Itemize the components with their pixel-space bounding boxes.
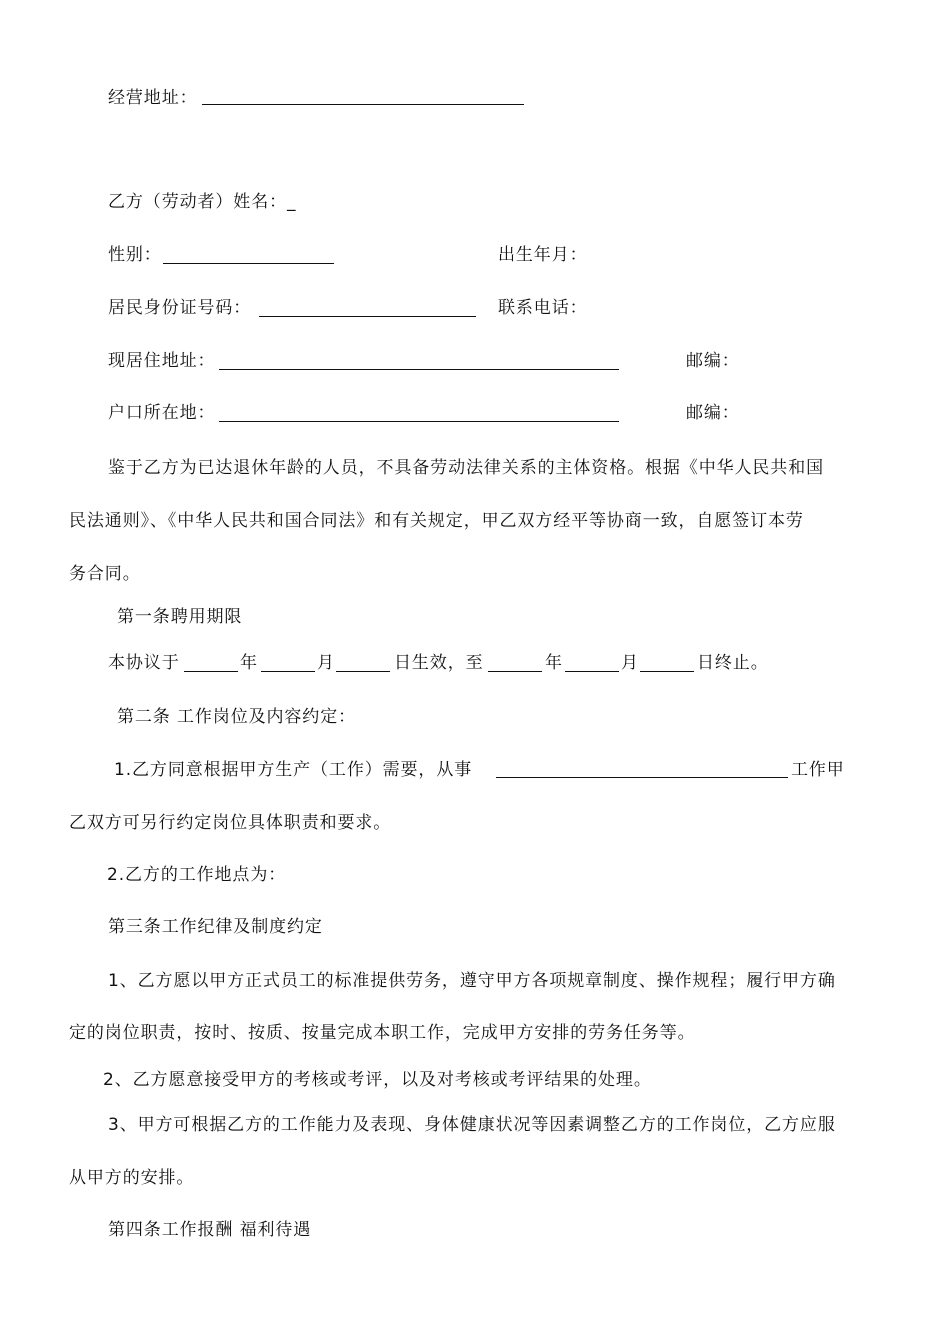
postcode-label-1: 邮编：	[686, 351, 740, 371]
article-3-item-1-a: 1、乙方愿以甲方正式员工的标准提供劳务，遵守甲方各项规章制度、操作规程；履行甲方确	[108, 971, 836, 991]
id-number-field[interactable]	[259, 316, 476, 317]
start-day-field[interactable]	[336, 671, 390, 672]
preamble-line-2: 民法通则》、《中华人民共和国合同法》和有关规定，甲乙双方经平等协商一致，自愿签订本劳	[69, 511, 804, 531]
preamble-line-3: 务合同。	[69, 564, 141, 584]
birth-label: 出生年月：	[498, 245, 588, 265]
article-4-title: 第四条工作报酬 福利待遇	[108, 1220, 312, 1240]
business-address-field[interactable]	[202, 104, 524, 105]
term-text-2: 年	[240, 653, 258, 673]
article-2-item-1-a: 1.乙方同意根据甲方生产（工作）需要，从事	[114, 760, 473, 780]
hukou-label: 户口所在地：	[108, 403, 216, 423]
term-text-1: 本协议于	[108, 653, 180, 673]
term-text-4: 日生效，至	[394, 653, 484, 673]
end-year-field[interactable]	[488, 671, 542, 672]
start-month-field[interactable]	[261, 671, 315, 672]
term-text-6: 月	[621, 653, 639, 673]
article-1-title: 第一条聘用期限	[117, 607, 243, 627]
article-3-item-1-b: 定的岗位职责，按时、按质、按量完成本职工作，完成甲方安排的劳务任务等。	[69, 1023, 696, 1043]
residence-field[interactable]	[219, 369, 619, 370]
term-text-5: 年	[545, 653, 563, 673]
hukou-field[interactable]	[219, 421, 619, 422]
phone-label: 联系电话：	[498, 298, 588, 318]
article-3-item-3-b: 从甲方的安排。	[69, 1168, 195, 1188]
residence-label: 现居住地址：	[108, 351, 216, 371]
business-address-label: 经营地址：	[108, 88, 198, 108]
party-b-name-label: 乙方（劳动者）姓名：_	[108, 192, 297, 212]
gender-label: 性别：	[108, 245, 162, 265]
article-3-item-3-a: 3、甲方可根据乙方的工作能力及表现、身体健康状况等因素调整乙方的工作岗位，乙方应服	[108, 1115, 836, 1135]
article-3-item-2: 2、乙方愿意接受甲方的考核或考评，以及对考核或考评结果的处理。	[103, 1070, 652, 1090]
preamble-line-1: 鉴于乙方为已达退休年龄的人员，不具备劳动法律关系的主体资格。根据《中华人民共和国	[108, 458, 824, 478]
article-2-item-2: 2.乙方的工作地点为：	[107, 865, 287, 885]
article-2-item-1-b: 工作甲	[791, 760, 845, 780]
gender-field[interactable]	[163, 263, 334, 264]
end-day-field[interactable]	[640, 671, 694, 672]
term-text-7: 日终止。	[697, 653, 769, 673]
end-month-field[interactable]	[565, 671, 619, 672]
job-content-field[interactable]	[496, 777, 788, 778]
term-text-3: 月	[317, 653, 335, 673]
id-number-label: 居民身份证号码：	[108, 298, 252, 318]
article-2-title: 第二条 工作岗位及内容约定：	[117, 707, 357, 727]
article-3-title: 第三条工作纪律及制度约定	[108, 917, 323, 937]
postcode-label-2: 邮编：	[686, 403, 740, 423]
article-2-item-1-c: 乙双方可另行约定岗位具体职责和要求。	[69, 813, 392, 833]
start-year-field[interactable]	[184, 671, 238, 672]
